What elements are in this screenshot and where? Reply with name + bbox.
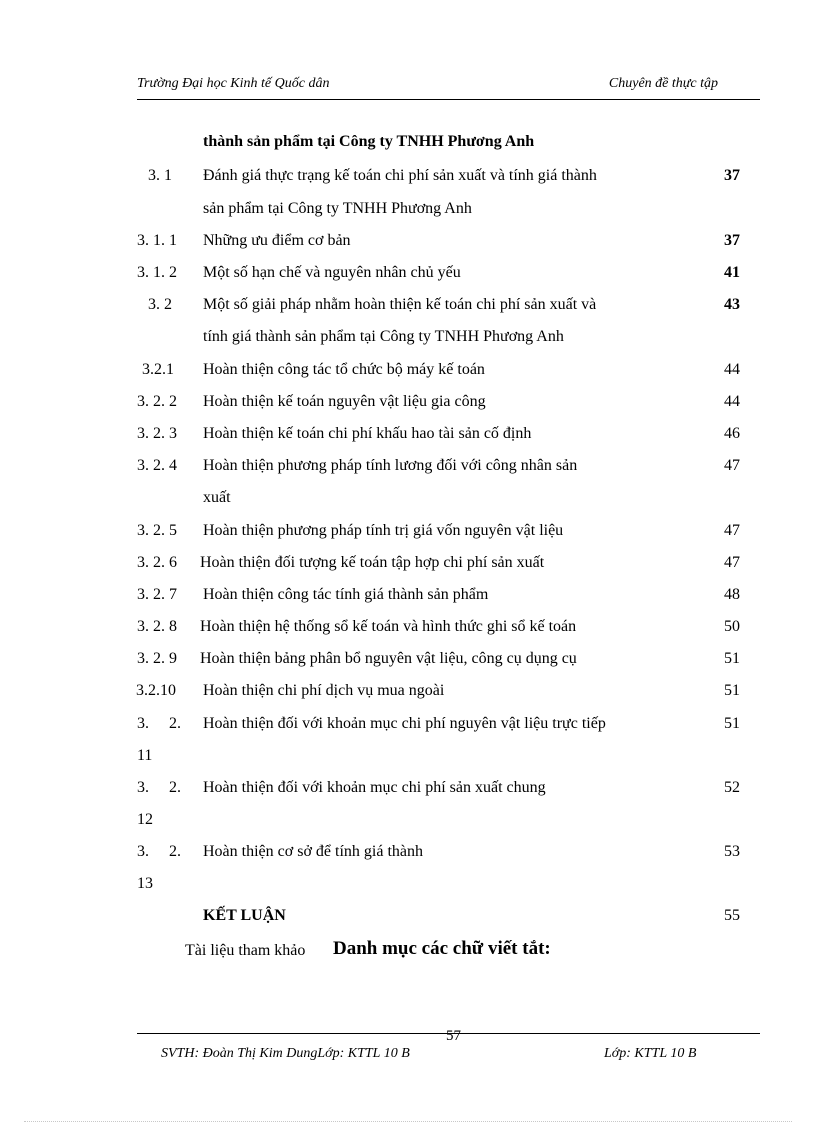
footer-student: SVTH: Đoàn Thị Kim DungLớp: KTTL 10 B: [161, 1046, 410, 1061]
toc-entry-title: Một số hạn chế và nguyên nhân chủ yếu: [203, 264, 461, 281]
toc-entry-number: 3. 2. 2: [137, 393, 177, 410]
toc-entry-title: Đánh giá thực trạng kế toán chi phí sản xuất và tính giá thành: [203, 167, 597, 184]
toc-entry-number: 3. 2. 5: [137, 522, 177, 539]
header-doc-type: Chuyên đề thực tập: [608, 76, 718, 91]
toc-entry-number: 3. 2. 4: [137, 457, 177, 474]
toc-entry-number: 3. 2. 8: [137, 618, 177, 635]
toc-entry-page: 37: [724, 232, 740, 249]
toc-entry-title: Hoàn thiện cơ sở để tính giá thành: [203, 843, 423, 860]
toc-entry-title: Hoàn thiện đối với khoản mục chi phí nguyên vật liệu trực tiếp: [203, 715, 606, 732]
toc-entry-number: 3. 2: [148, 296, 172, 313]
header-school: Trường Đại học Kinh tế Quốc dân: [137, 76, 330, 91]
toc-entry-page: 44: [724, 361, 740, 378]
toc-entry-title: Hoàn thiện phương pháp tính lương đối với công nhân sản: [203, 457, 578, 474]
toc-entry-page: 43: [724, 296, 740, 313]
toc-entry-page: 46: [724, 425, 740, 442]
toc-entry-page: 51: [724, 650, 740, 667]
toc-entry-page: 37: [724, 167, 740, 184]
toc-entry-number: 3.2.10: [136, 682, 176, 699]
toc-entry-page: 53: [724, 843, 740, 860]
toc-entry-title: Hoàn thiện công tác tính giá thành sản phẩm: [203, 586, 489, 603]
toc-entry-title: tính giá thành sản phẩm tại Công ty TNHH Phương Anh: [203, 328, 564, 345]
toc-entry-title: Hoàn thiện kế toán chi phí khấu hao tài sản cố định: [203, 425, 532, 442]
toc-entry-title: Hoàn thiện phương pháp tính trị giá vốn nguyên vật liệu: [203, 522, 564, 539]
toc-entry-page: 52: [724, 779, 740, 796]
toc-entry-page: 55: [724, 907, 740, 924]
page-edge-divider: [24, 1121, 792, 1122]
toc-entry-title: xuất: [203, 489, 231, 506]
toc-entry-title: Hoàn thiện hệ thống sổ kế toán và hình thức ghi sổ kế toán: [200, 618, 577, 635]
toc-entry-title: Hoàn thiện công tác tổ chức bộ máy kế toán: [203, 361, 485, 378]
toc-entry-page: 51: [724, 682, 740, 699]
toc-entry-number-continuation: 13: [137, 875, 153, 892]
toc-entry-number: 3. 2.: [137, 843, 181, 860]
toc-entry-title: Một số giải pháp nhằm hoàn thiện kế toán chi phí sản xuất và: [203, 296, 597, 313]
footer-class: Lớp: KTTL 10 B: [604, 1046, 697, 1061]
toc-entry-number: 3. 2. 6: [137, 554, 177, 571]
toc-entry-page: 47: [724, 457, 740, 474]
toc-entry-title: Hoàn thiện đối với khoản mục chi phí sản xuất chung: [203, 779, 546, 796]
toc-entry-page: 47: [724, 554, 740, 571]
toc-entry-number-continuation: 11: [137, 747, 153, 764]
toc-entry-number: 3. 1: [148, 167, 172, 184]
page-header: [137, 76, 760, 98]
toc-entry-number: 3. 2.: [137, 779, 181, 796]
toc-entry-number: 3. 2. 7: [137, 586, 177, 603]
toc-entry-number: 3. 2.: [137, 715, 181, 732]
toc-entry-number: 3.2.1: [142, 361, 174, 378]
toc-entry-title: Hoàn thiện chi phí dịch vụ mua ngoài: [203, 682, 445, 699]
toc-entry-title: sản phẩm tại Công ty TNHH Phương Anh: [203, 200, 472, 217]
toc-entry-number: 3. 2. 3: [137, 425, 177, 442]
toc-entry-page: 50: [724, 618, 740, 635]
abbreviations-heading: Danh mục các chữ viết tắt:: [333, 938, 551, 959]
page-number: 57: [446, 1028, 461, 1044]
toc-entry-title: Hoàn thiện đối tượng kế toán tập hợp chi phí sản xuất: [200, 554, 545, 571]
header-rule: [137, 99, 760, 100]
toc-entry-number: 3. 1. 1: [137, 232, 177, 249]
toc-entry-number: 3. 1. 2: [137, 264, 177, 281]
toc-entry-title: Hoàn thiện kế toán nguyên vật liệu gia công: [203, 393, 486, 410]
toc-entry-title: Những ưu điểm cơ bản: [203, 232, 351, 249]
toc-entry-title: Hoàn thiện bảng phân bổ nguyên vật liệu, công cụ dụng cụ: [200, 650, 577, 667]
toc-entry-number: 3. 2. 9: [137, 650, 177, 667]
references-lead: Tài liệu tham khảo: [185, 942, 306, 959]
toc-entry-page: 44: [724, 393, 740, 410]
toc-entry-page: 47: [724, 522, 740, 539]
toc-entry-page: 41: [724, 264, 740, 281]
toc-entry-page: 48: [724, 586, 740, 603]
toc-entry-page: 51: [724, 715, 740, 732]
toc-entry-number-continuation: 12: [137, 811, 153, 828]
toc-entry-title: KẾT LUẬN: [203, 907, 286, 924]
toc-entry-title: thành sản phẩm tại Công ty TNHH Phương Anh: [203, 133, 535, 150]
